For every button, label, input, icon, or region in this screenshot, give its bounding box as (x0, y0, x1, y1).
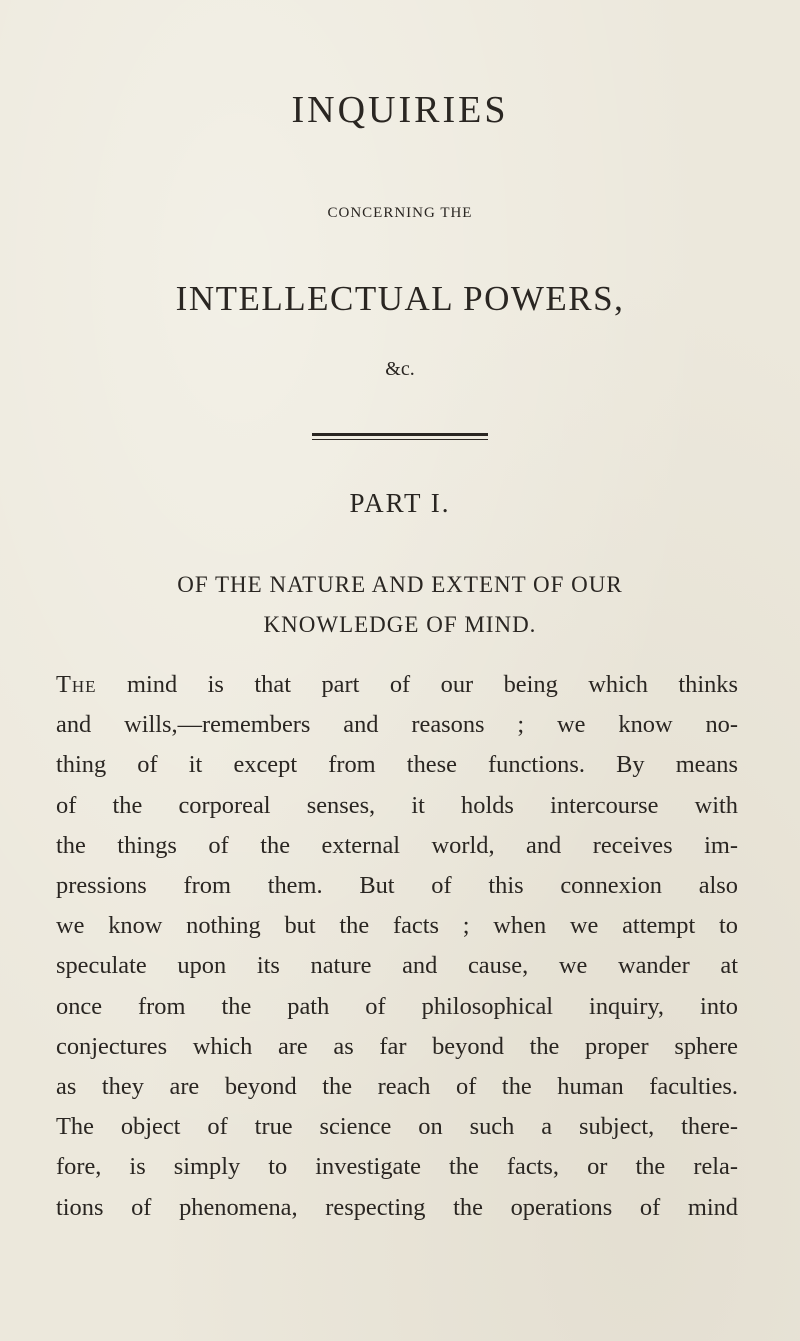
body-line-11: as they are beyond the reach of the human faculties. (56, 1073, 738, 1101)
body-line-2: and wills,—remembers and reasons ; we know no- (56, 711, 738, 739)
body-line-6: pressions from them. But of this connexion also (56, 872, 738, 900)
body-paragraph (56, 665, 738, 1228)
body-line-4: of the corporeal senses, it holds intercourse with (56, 791, 738, 819)
etc-mark: &c. (385, 358, 415, 380)
body-line-13: fore, is simply to investigate the facts, or the rela- (56, 1153, 738, 1181)
body-line-1-text: mind is that part of our being which thinks (96, 671, 738, 698)
chapter-heading-line-1: OF THE NATURE AND EXTENT OF OUR (177, 572, 623, 597)
body-line-3: thing of it except from these functions. By means (56, 751, 738, 779)
body-first-word: The (56, 671, 97, 698)
body-line-8: speculate upon its nature and cause, we wander at (56, 952, 738, 980)
body-line-14: tions of phenomena, respecting the operations of mind (56, 1193, 738, 1221)
chapter-heading (56, 565, 744, 645)
subtitle: CONCERNING THE (327, 205, 473, 221)
ornamental-rule (312, 433, 488, 436)
body-line-1 (56, 665, 738, 705)
body-line-12: The object of true science on such a subject, there- (56, 1113, 738, 1141)
body-line-10: conjectures which are as far beyond the proper sphere (56, 1032, 738, 1060)
body-line-9: once from the path of philosophical inquiry, into (56, 992, 738, 1020)
page-title: INQUIRIES (291, 89, 509, 131)
chapter-heading-line-2: KNOWLEDGE OF MIND. (263, 612, 537, 637)
main-heading: INTELLECTUAL POWERS, (175, 279, 625, 318)
part-heading: PART I. (349, 488, 451, 518)
ornamental-rule-thin (312, 439, 488, 440)
body-line-7: we know nothing but the facts ; when we attempt to (56, 912, 738, 940)
body-line-5: the things of the external world, and receives im- (56, 831, 738, 859)
